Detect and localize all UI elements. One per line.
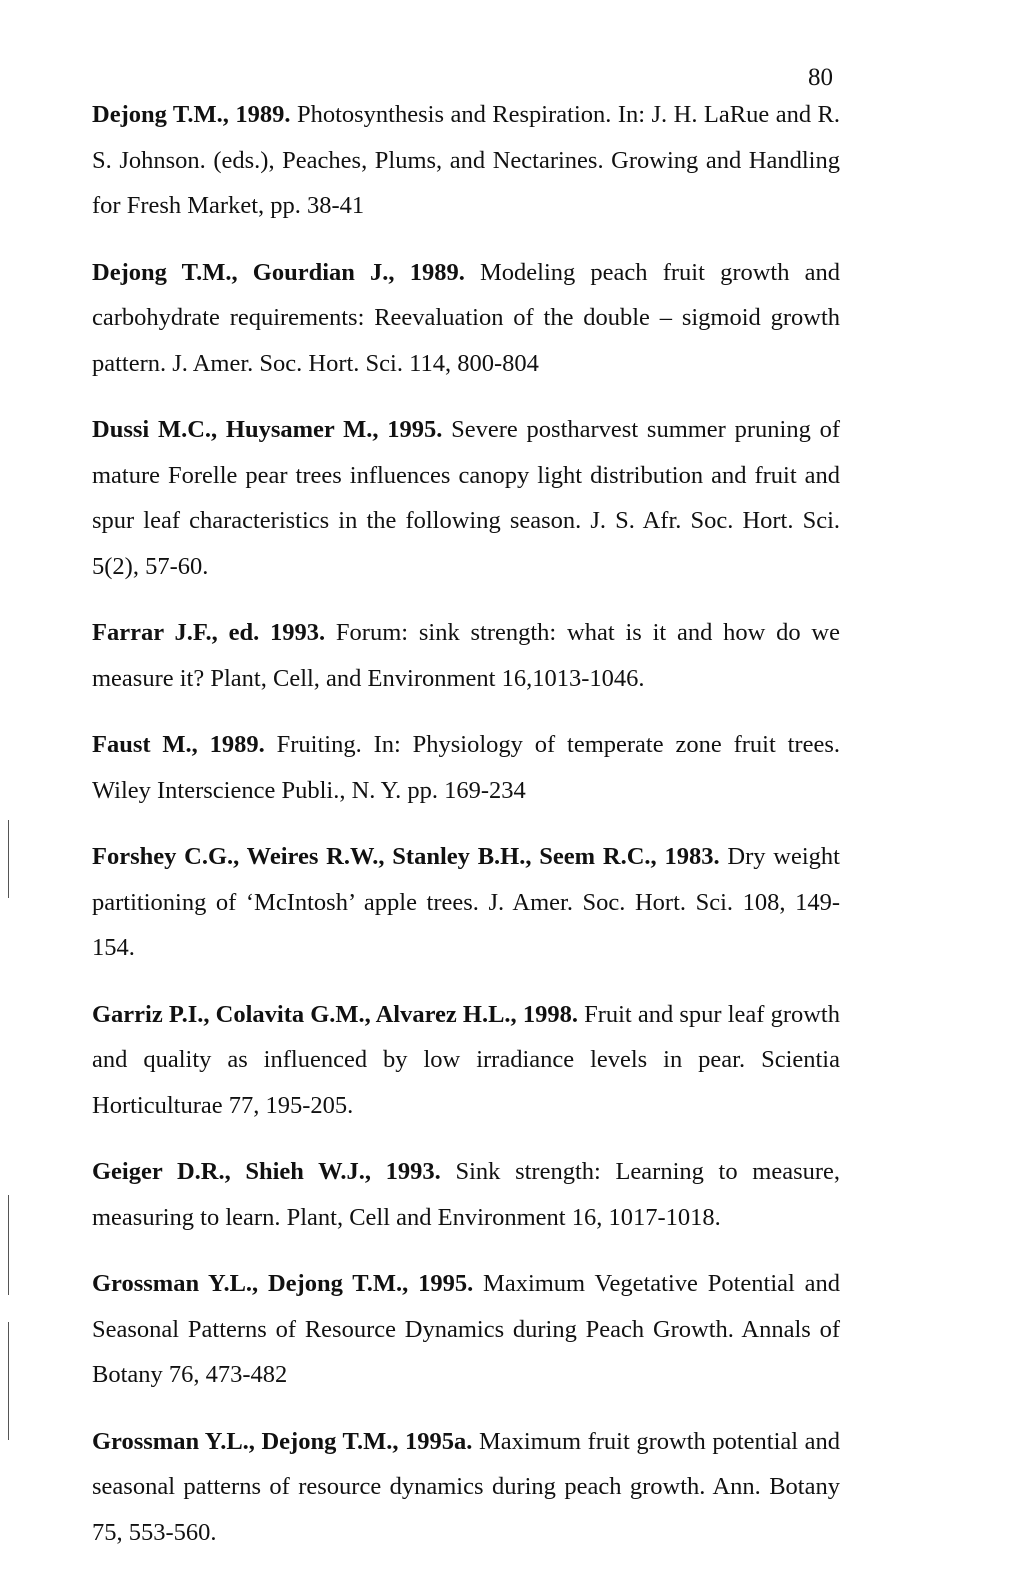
reference-authors: Dussi M.C., Huysamer M., 1995. [92,416,443,443]
reference-entry [92,610,840,701]
margin-scan-line [8,1322,9,1440]
page-number: 80 [808,64,833,91]
reference-entry [92,407,840,589]
reference-authors: Grossman Y.L., Dejong T.M., 1995. [92,1270,474,1297]
reference-text: Fruit and spur leaf growth and quality as influenced by low irradiance levels in pear. Scientia Horticulturae 77, 195-205. [92,1000,840,1119]
reference-authors: Geiger D.R., Shieh W.J., 1993. [92,1158,441,1185]
reference-text: Fruiting. In: Physiology of temperate zone fruit trees. Wiley Interscience Publi., N. Y. pp. 169-234 [92,731,840,804]
reference-text: Modeling peach fruit growth and carbohydrate requirements: Reevaluation of the double – sigmoid growth pattern. J. Amer. Soc. Hort. Sci. 114, 800-804 [92,258,841,377]
reference-authors: Dejong T.M., Gourdian J., 1989. [92,258,465,286]
reference-text: Forum: sink strength: what is it and how do we measure it? Plant, Cell, and Environment 16,1013-1046. [92,619,840,692]
reference-entry [92,992,840,1129]
reference-entry [92,722,840,813]
margin-scan-line [8,1195,9,1295]
reference-list [92,92,840,1576]
reference-text: Maximum fruit growth potential and seasonal patterns of resource dynamics during peach growth. Ann. Botany 75, 553-560. [92,1427,840,1546]
reference-entry [92,250,840,387]
reference-authors: Faust M., 1989. [92,731,265,758]
reference-entry [92,1419,840,1556]
reference-authors: Grossman Y.L., Dejong T.M., 1995a. [92,1427,473,1455]
reference-entry [92,92,840,229]
reference-authors: Farrar J.F., ed. 1993. [92,619,326,646]
reference-text: Severe postharvest summer pruning of mature Forelle pear trees influences canopy light distribution and fruit and spur leaf characteristics in the following season. J. S. Afr. Soc. Hort. Sci. 5(2), 57-60. [92,416,840,580]
reference-entry [92,1149,840,1240]
reference-entry [92,834,840,971]
reference-authors: Dejong T.M., 1989. [92,101,291,128]
reference-text: Sink strength: Learning to measure, measuring to learn. Plant, Cell and Environment 16, 1017-1018. [92,1158,841,1231]
margin-scan-line [8,820,9,898]
reference-authors: Garriz P.I., Colavita G.M., Alvarez H.L., 1998. [92,1000,578,1028]
reference-text: Dry weight partitioning of ‘McIntosh’ apple trees. J. Amer. Soc. Hort. Sci. 108, 149-154. [92,843,840,961]
reference-entry [92,1261,840,1398]
reference-text: Maximum Vegetative Potential and Seasonal Patterns of Resource Dynamics during Peach Growth. Annals of Botany 76, 473-482 [92,1270,841,1388]
reference-authors: Forshey C.G., Weires R.W., Stanley B.H., Seem R.C., 1983. [92,843,720,870]
reference-text: Photosynthesis and Respiration. In: J. H. LaRue and R. S. Johnson. (eds.), Peaches, Plums, and Nectarines. Growing and Handling for Fresh Market, pp. 38-41 [92,101,841,219]
